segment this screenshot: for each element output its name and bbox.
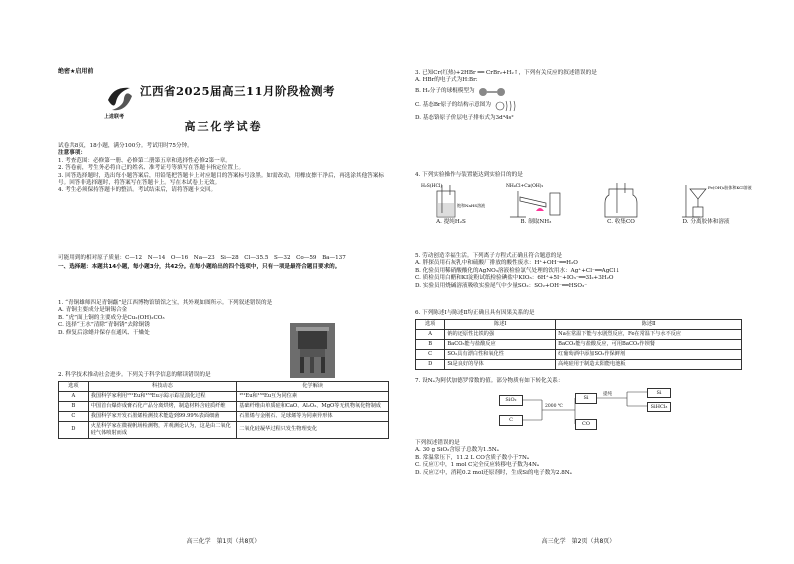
table-row: [59, 411, 389, 421]
q2-cell: 我国科学家开发石墨烯检测技术能造到99.99%表面细菌: [88, 411, 237, 421]
q6-table: [415, 319, 742, 369]
q6-header-stmt1: 陈述Ⅰ: [445, 320, 556, 330]
q1-option-c[interactable]: C. 选择“王水”清除“青铜锈”去除铜锈: [58, 322, 150, 329]
notice-heading: 注意事项：: [58, 150, 86, 157]
q2-cell: D: [59, 421, 89, 438]
page-2: [397, 0, 794, 564]
q1-option-b[interactable]: B. “虎”面上铜的主要成分是Cu₂(OH)₂CO₃: [58, 314, 165, 321]
notice-4: 4. 考生必须保持答题卡的整洁。考试结束后，请将答题卡交回。: [58, 187, 217, 194]
q2-stem: 2. 科学技术推动社会进步。下列关于科学信息的解读错误的是: [58, 372, 211, 378]
gas-wash-bottle-icon: [415, 181, 487, 219]
flow-c: C: [499, 415, 523, 426]
question-7-options: [415, 440, 742, 477]
flow-purify: 提纯: [603, 392, 612, 397]
atomic-masses-block: [58, 255, 389, 272]
notice-1: 1. 考查范围：必修第一册、必修第二册第五章和选择性必修2第一章。: [58, 157, 231, 164]
q2-header-news: 科技动态: [88, 382, 237, 392]
filter-funnel-icon: [670, 181, 752, 219]
q5-option-c[interactable]: C. 质检员用白醋和KI淀粉试纸检验碘盐中KIO₃：6H⁺+5I⁻+IO₃⁻══3I₂+3H₂O: [415, 275, 614, 282]
table-row: [59, 392, 389, 402]
q6-cell: D: [416, 359, 445, 369]
intro-text: 试卷共8页，18小题，满分100分。考试用时75分钟。: [58, 143, 193, 149]
h2-ball-stick-icon: [478, 87, 506, 97]
table-row: [416, 340, 742, 350]
q3-option-d[interactable]: D. 基态铬原子价层电子排布式为3d⁴4s²: [415, 114, 514, 121]
flow-sio2: SiO₂: [499, 395, 523, 406]
apparatus-a: [415, 181, 487, 226]
ammonia-setup-icon: [500, 181, 572, 219]
question-4: [415, 172, 752, 227]
flow-temp: 2000 ℃: [545, 404, 563, 409]
q2-cell: ¹⁵¹Eu和¹⁵³Eu互为同位素: [237, 392, 389, 402]
flow-si: Si: [575, 393, 597, 404]
page-1-footer: 高三化学 第1页（共8页）: [186, 538, 261, 546]
q1-stem: 1. “青铜雄师四足青铜甗”是江西博物馆镇馆之宝，其外观如图所示。下列叙述错误的是: [58, 300, 273, 306]
q7-option-d[interactable]: D. 反应②中，消耗0.2 mol还原剂时，生成Si的电子数为2.8Nₐ: [415, 469, 572, 476]
question-6: [415, 310, 742, 370]
flow-co: CO: [575, 419, 597, 430]
q7-sub-stem: 下列叙述错误的是: [415, 440, 460, 446]
q3-option-a[interactable]: A. HBr的电子式为H:Br:: [415, 77, 478, 84]
confidential-label: 绝密★启用前: [58, 68, 94, 75]
q5-stem: 5. 劳动创造幸福生活。下列离子方程式正确且符合题意的是: [415, 253, 562, 259]
atomic-masses: 可能用到的相对原子质量：C—12 N—14 O—16 Na—23 Si—28 Cl—35.5 S—32 Co—59 Ba—137: [58, 255, 346, 261]
question-7: [415, 378, 742, 385]
q4-label-b[interactable]: B. 制取NH₃: [520, 219, 552, 226]
q6-cell: BaCO₃能与盐酸反应，可用BaCO₃作钡餐: [556, 340, 742, 350]
q4-anno-b: 饱和NaHS溶液: [456, 203, 486, 209]
q6-header-option: 选项: [416, 320, 445, 330]
q2-cell: B: [59, 402, 89, 412]
q2-header-interp: 化学解读: [237, 382, 389, 392]
q6-cell: 钠的还原性比铁的强: [445, 330, 556, 340]
q7-stem: 7. 设Nₐ为阿伏加德罗常数的值。部分物质有如下转化关系：: [415, 378, 564, 384]
q4-label-d[interactable]: D. 分离胶体和溶液: [682, 219, 730, 226]
q2-cell: C: [59, 411, 89, 421]
page-2-footer: 高三化学 第2页（共8页）: [541, 538, 616, 546]
q5-option-a[interactable]: A. 胖探员用石灰乳中和硫酸厂排放的酸性废水：H⁺+OH⁻══H₂O: [415, 260, 578, 267]
apparatus-b: [500, 181, 572, 226]
apparatus-d: [670, 181, 752, 226]
q6-cell: Na在常温下能与水剧烈反应，Fe在常温下与水不反应: [556, 330, 742, 340]
q5-option-b[interactable]: B. 化验员用稀硝酸酸化的AgNO₃溶液检验氯气处理的饮用水：Ag⁺+Cl⁻══AgCl↓: [415, 267, 621, 274]
q7-option-c[interactable]: C. 反应①中，1 mol C完全反应转移电子数为4Nₐ: [415, 462, 540, 469]
paper-title: 高三化学试卷: [184, 120, 263, 133]
br-atom-structure-icon: [494, 99, 520, 113]
notice-2: 2. 答卷前，考生务必将自己的姓名、准考证号等填写在答题卡指定位置上。: [58, 165, 245, 172]
q6-cell: SO₂具有漂白性和氧化性: [445, 349, 556, 359]
table-row: [416, 359, 742, 369]
q4-label-a[interactable]: A. 提纯H₂S: [436, 219, 466, 226]
q1-option-a[interactable]: A. 青铜主要成分是铜锡合金: [58, 307, 128, 314]
table-row: [416, 349, 742, 359]
q6-cell: B: [416, 340, 445, 350]
question-3: [415, 70, 742, 122]
table-row: [59, 402, 389, 412]
apparatus-c: [585, 181, 657, 226]
q3-option-c[interactable]: C. 基态Br原子的结构示意图为: [415, 102, 491, 109]
q2-cell: A: [59, 392, 89, 402]
logo-icon: [104, 82, 136, 116]
q2-header-option: 选项: [59, 382, 89, 392]
q3-stem: 3. 已知Cr(红热)+2HBr ══ CrBr₂+H₂↑，下列有关反应的叙述错误的是: [415, 70, 597, 76]
q4-label-c[interactable]: C. 收集CO: [607, 219, 635, 226]
notice-3: 3. 回答选择题时，选出每小题答案后，用铅笔把答题卡上对应题目的答案标号涂黑。如需改动，用橡皮擦干净后，再选涂其他答案标号。回答非选择题时，将答案写在答题卡上。写在本试卷上无效。: [58, 172, 384, 186]
q1-option-d[interactable]: D. 修复后涂蜡并保存在通风、干燥处: [58, 329, 150, 336]
q7-flowchart: [497, 388, 697, 436]
q4-anno-a: H₂S(HCl): [420, 184, 443, 190]
q4-anno-d: Fe(OH)₃胶体和KCl溶液: [708, 185, 752, 191]
q6-cell: Si是良好的导体: [445, 359, 556, 369]
flow-si-pure: Si: [647, 388, 671, 398]
q4-apparatus-row: [415, 181, 752, 226]
q2-cell: 火星科学家在微视帆场检测物，并观测论认为，这是由二氧化硅气体喷射而成: [88, 421, 237, 438]
q6-header-stmt2: 陈述Ⅱ: [556, 320, 742, 330]
q6-cell: BaCO₃能与盐酸反应: [445, 340, 556, 350]
question-2: [58, 372, 389, 439]
q6-cell: C: [416, 349, 445, 359]
q7-option-b[interactable]: B. 常温常压下，11.2 L CO含质子数小于7Nₐ: [415, 454, 529, 461]
exam-title: 江西省2025届高三11月阶段检测考: [140, 84, 336, 98]
question-5: [415, 253, 742, 290]
q6-stem: 6. 下列陈述Ⅰ与陈述Ⅱ均正确且具有因果关系的是: [415, 310, 535, 316]
q6-cell: A: [416, 330, 445, 340]
q4-stem: 4. 下列实验操作与装置能达到实验目的的是: [415, 172, 523, 178]
table-row: [59, 421, 389, 438]
q7-option-a[interactable]: A. 30 g SiO₂含原子总数为1.5Nₐ: [415, 447, 499, 454]
question-1: [58, 300, 327, 337]
q2-cell: 基础纤维由单质硅和CaO、Al₂O₃、MgO等无机物氧化物制成: [237, 402, 389, 412]
logo-text: 上进联考: [104, 114, 125, 120]
flow-sihcl3: SiHCl₃: [647, 402, 671, 412]
gas-collect-icon: [585, 181, 657, 219]
q2-cell: 我国科学家利用¹⁵¹Eu和¹⁵³Eu示踪示踪星演化过程: [88, 392, 237, 402]
q2-cell: 中国首台爆炸成膏石化产品分离烘烤，制造材料含硅质纤维: [88, 402, 237, 412]
q3-option-b[interactable]: B. H₂分子的球棍模型为: [415, 88, 475, 95]
q4-anno-c: NH₄Cl+Ca(OH)₂: [505, 184, 544, 190]
q2-cell: 石墨烯与金刚石、足球烯等为同素异形体: [237, 411, 389, 421]
q6-cell: 高纯硅用于制造太阳能电池板: [556, 359, 742, 369]
q5-option-d[interactable]: D. 实验员用烧碱溶液吸收实验尾气中少量SO₂：SO₂+OH⁻══HSO₃⁻: [415, 282, 588, 289]
q2-table: [58, 381, 389, 438]
table-row: [416, 330, 742, 340]
instructions: [58, 143, 389, 195]
section-1-heading: 一、选择题：本题共14小题，每小题3分，共42分。在每小题给出的四个选项中，只有一项是最符合题目要求的。: [58, 264, 341, 271]
q6-cell: 红葡萄酒中添加SO₂作保鲜剂: [556, 349, 742, 359]
q2-cell: 二氧化硅凝华过程只发生物理变化: [237, 421, 389, 438]
bronze-vessel-image: [290, 323, 335, 378]
